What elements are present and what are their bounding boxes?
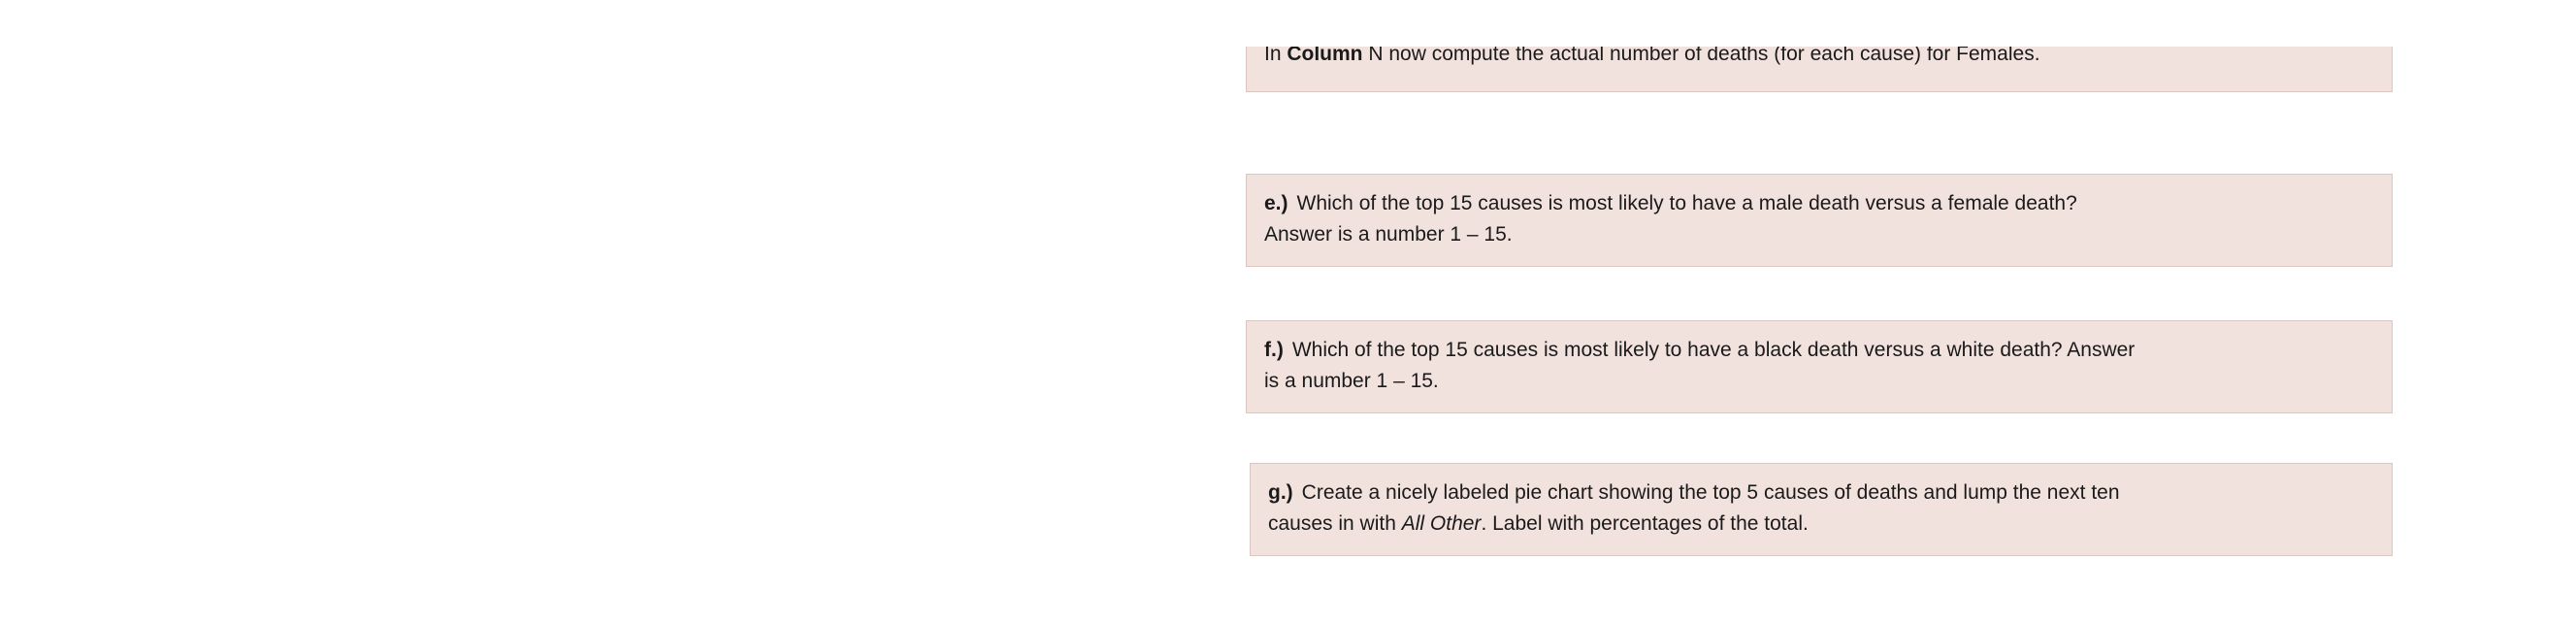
question-g-line2-italic: All Other: [1401, 512, 1482, 535]
question-e-line1: Which of the top 15 causes is most likely to have a male death versus a female death?: [1296, 192, 2077, 214]
question-g-text: [1268, 477, 2370, 540]
question-d-text-after: N now compute the actual number of deaths (for each cause) for Females.: [1362, 47, 2040, 65]
question-g-line2-part1: causes in with: [1268, 512, 1402, 535]
question-d-bold-term: Column: [1287, 47, 1363, 65]
question-e-label: e.): [1264, 192, 1288, 214]
question-block-f: [1246, 320, 2393, 413]
question-d-text: [1264, 47, 2370, 70]
question-g-label: g.): [1268, 481, 1293, 504]
question-f-line1: Which of the top 15 causes is most likely to have a black death versus a white death? Answer: [1291, 339, 2136, 361]
question-f-label: f.): [1264, 339, 1284, 361]
question-g-line2-part2: . Label with percentages of the total.: [1481, 512, 1809, 535]
question-e-line2: Answer is a number 1 – 15.: [1264, 223, 1513, 246]
question-block-g: [1250, 463, 2393, 556]
question-d-text-before: In: [1264, 47, 1288, 65]
question-e-text: [1264, 188, 2370, 250]
question-block-d: [1246, 47, 2393, 92]
question-f-line2: is a number 1 – 15.: [1264, 370, 1439, 392]
question-g-line1: Create a nicely labeled pie chart showing the top 5 causes of deaths and lump the next ten: [1301, 481, 2120, 504]
question-block-e: [1246, 174, 2393, 267]
question-f-text: [1264, 335, 2370, 397]
